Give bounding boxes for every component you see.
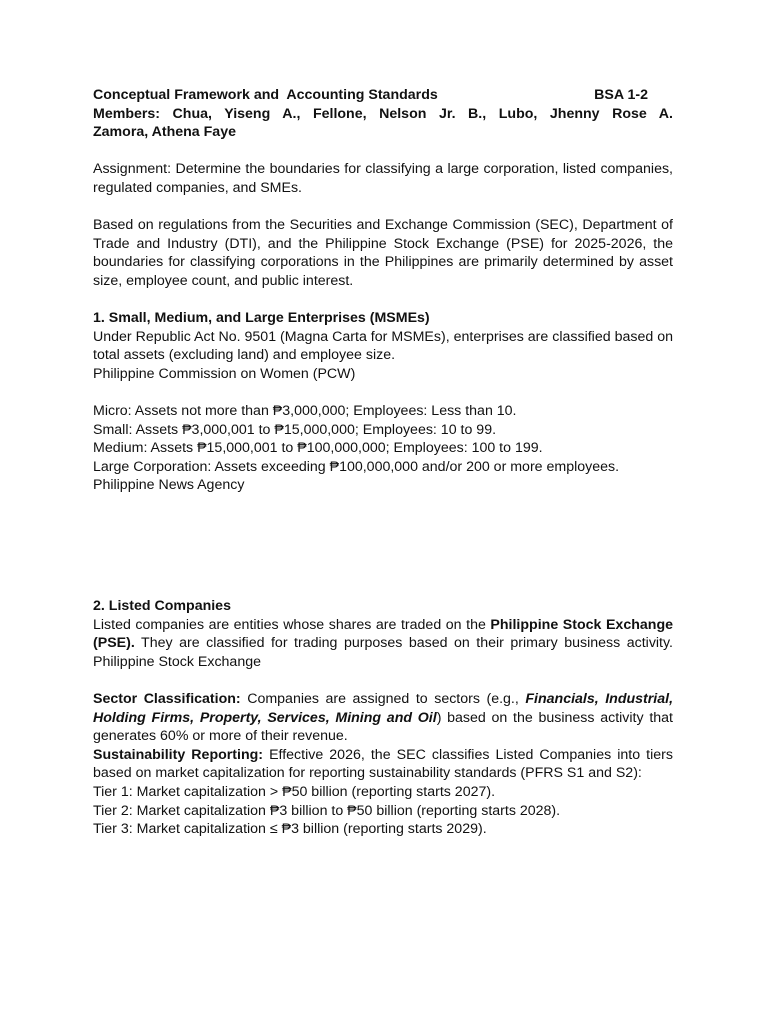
section-1-body: Under Republic Act No. 9501 (Magna Carta for MSMEs), enterprises are classified based on total assets (excluding land) and employee size.	[93, 328, 673, 364]
section-2-intro	[93, 616, 673, 672]
sector-classification-label: Sector Classification:	[93, 691, 241, 708]
course-header	[93, 86, 673, 105]
sector-text-1: Companies are assigned to sectors (e.g.,	[240, 691, 526, 708]
msme-item-micro: Micro: Assets not more than ₱3,000,000; Employees: Less than 10.	[93, 403, 517, 420]
pse-bold-text: Philippine Stock Exchange (PSE).	[93, 616, 673, 652]
section-2-intro-part-1: Listed companies are entities whose shares are traded on the	[93, 616, 491, 633]
members-line-1: Members: Chua, Yiseng A., Fellone, Nelson Jr. B., Lubo, Jhenny Rose A.	[93, 105, 673, 122]
section-1-source-pcw: Philippine Commission on Women (PCW)	[93, 365, 356, 382]
document-page	[93, 86, 673, 839]
section-2-heading: 2. Listed Companies	[93, 598, 231, 615]
sector-text-2: ) based on the business activity that generates 60% or more of their revenue.	[93, 709, 673, 745]
section-2-intro-part-2: They are classified for trading purposes based on their primary business activity. Philippine Stock Exchange	[93, 635, 673, 670]
section-1-heading: 1. Small, Medium, and Large Enterprises (MSMEs)	[93, 310, 430, 327]
sustainability-reporting-text: Effective 2026, the SEC classifies Listed Companies into tiers based on market capitalization for reporting sustainability standards (PFRS S1 and S2):	[93, 746, 673, 782]
msme-item-small: Small: Assets ₱3,000,001 to ₱15,000,000; Employees: 10 to 99.	[93, 421, 497, 438]
tier-2-line: Tier 2: Market capitalization ₱3 billion to ₱50 billion (reporting starts 2028).	[93, 802, 561, 819]
intro-paragraph: Based on regulations from the Securities and Exchange Commission (SEC), Department of Trade and Industry (DTI), and the Philippine Stock Exchange (PSE) for 2025-2026, the boundaries for classifying corporations in the Philippines are primarily determined by asset size, employee count, and public interest.	[93, 217, 673, 289]
section-1-source-pna: Philippine News Agency	[93, 477, 245, 494]
sustainability-reporting-paragraph	[93, 746, 673, 783]
tier-1-line: Tier 1: Market capitalization > ₱50 billion (reporting starts 2027).	[93, 784, 496, 800]
tier-3-line: Tier 3: Market capitalization ≤ ₱3 billion (reporting starts 2029).	[93, 821, 487, 838]
assignment-paragraph: Assignment: Determine the boundaries for classifying a large corporation, listed companies, regulated companies, and SMEs.	[93, 161, 673, 196]
msme-item-medium: Medium: Assets ₱15,000,001 to ₱100,000,000; Employees: 100 to 199.	[93, 440, 543, 457]
sustainability-reporting-label: Sustainability Reporting:	[93, 746, 264, 763]
course-title: Conceptual Framework and Accounting Standards	[93, 87, 438, 103]
members-line-2: Zamora, Athena Faye	[93, 124, 236, 141]
sector-examples: Financials, Industrial, Holding Firms, Property, Services, Mining and Oil	[93, 691, 674, 726]
sector-classification-paragraph	[93, 690, 673, 746]
course-code: BSA 1-2	[594, 87, 648, 103]
msme-item-large: Large Corporation: Assets exceeding ₱100,000,000 and/or 200 or more employees.	[93, 458, 620, 475]
